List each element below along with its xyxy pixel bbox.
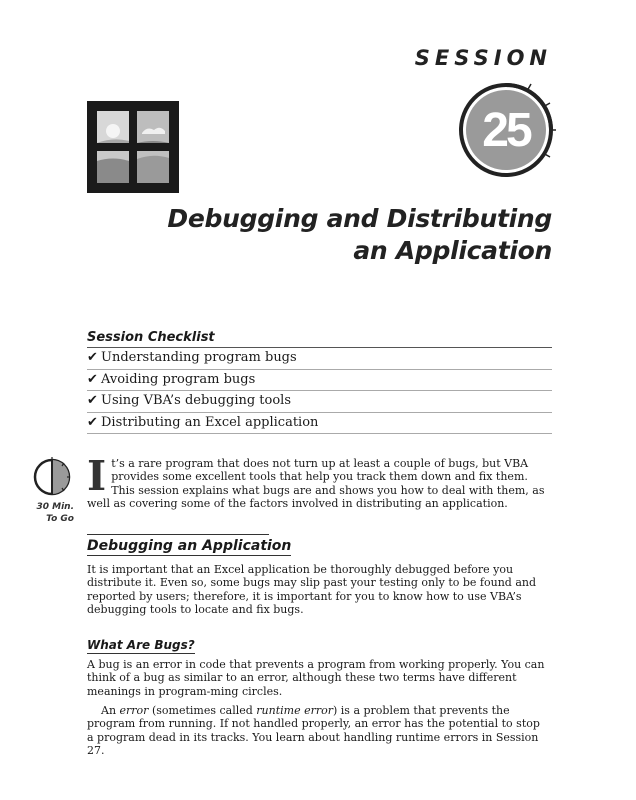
checklist-item-label: Avoiding program bugs	[101, 371, 256, 387]
session-label: SESSION	[414, 46, 552, 70]
checklist-item	[87, 370, 552, 392]
checklist-title-text: Session Checklist	[87, 330, 215, 345]
checklist-item-label: Understanding program bugs	[101, 350, 297, 365]
time-remaining-text	[30, 501, 74, 525]
session-number: 25	[482, 104, 530, 157]
time-remaining-marker	[30, 457, 74, 525]
checklist-item	[87, 413, 552, 435]
intro-text: t’s a rare program that does not turn up at least a couple of bugs, but VBA provides some excellent tools that help you track them down and fix them. This session explains what bugs are and shows you how to deal with them, as well as covering some of the factors involved in distributing an application.	[87, 457, 545, 511]
subsection-paragraph-2	[87, 704, 549, 758]
checklist-item	[87, 348, 552, 370]
session-checklist	[87, 330, 552, 434]
term-runtime-error: runtime error	[256, 704, 333, 717]
section-heading: Debugging an Application	[87, 538, 292, 554]
chapter-title-line2: an Application	[353, 236, 552, 265]
drop-cap: I	[87, 452, 107, 500]
checkmark-icon: ✔	[87, 371, 98, 387]
chapter-title-line1: Debugging and Distributing	[167, 204, 552, 233]
term-error: error	[119, 704, 149, 717]
section-heading-block	[87, 534, 292, 556]
para-text: ) is a problem that prevents the program from running. If not handled properly, an error has the potential to stop a program dead in its tracks. You learn about handling runtime errors in Session 27.	[87, 704, 540, 758]
clock-icon	[32, 457, 72, 497]
chapter-title	[167, 203, 552, 267]
window-icon	[87, 101, 179, 193]
checklist-item-label: Distributing an Excel application	[101, 414, 319, 430]
checklist-title	[87, 330, 552, 348]
session-number-badge	[456, 80, 556, 180]
time-remaining-line2: To Go	[46, 514, 74, 524]
checkmark-icon: ✔	[87, 414, 98, 430]
checkmark-icon: ✔	[87, 350, 98, 365]
para-text: An	[101, 704, 120, 717]
intro-paragraph	[87, 452, 549, 511]
checklist-item-label: Using VBA’s debugging tools	[101, 393, 292, 408]
checkmark-icon: ✔	[87, 393, 98, 408]
subsection-heading: What Are Bugs?	[87, 638, 195, 652]
time-remaining-line1: 30 Min.	[36, 502, 74, 512]
section-rule	[87, 534, 269, 535]
checklist-item	[87, 391, 552, 413]
section-paragraph: It is important that an Excel application be thoroughly debugged before you distribute it. Even so, some bugs may slip past your testing only to be found and reported by users; therefore, it is important for you to know how to use VBA’s debugging tools to locate and fix bugs.	[87, 563, 536, 617]
para-text: (sometimes called	[148, 704, 257, 717]
subsection-paragraph: A bug is an error in code that prevents a program from working properly. You can think of a bug as similar to an error, although these two terms have different meanings in program-ming circles.	[87, 658, 545, 698]
